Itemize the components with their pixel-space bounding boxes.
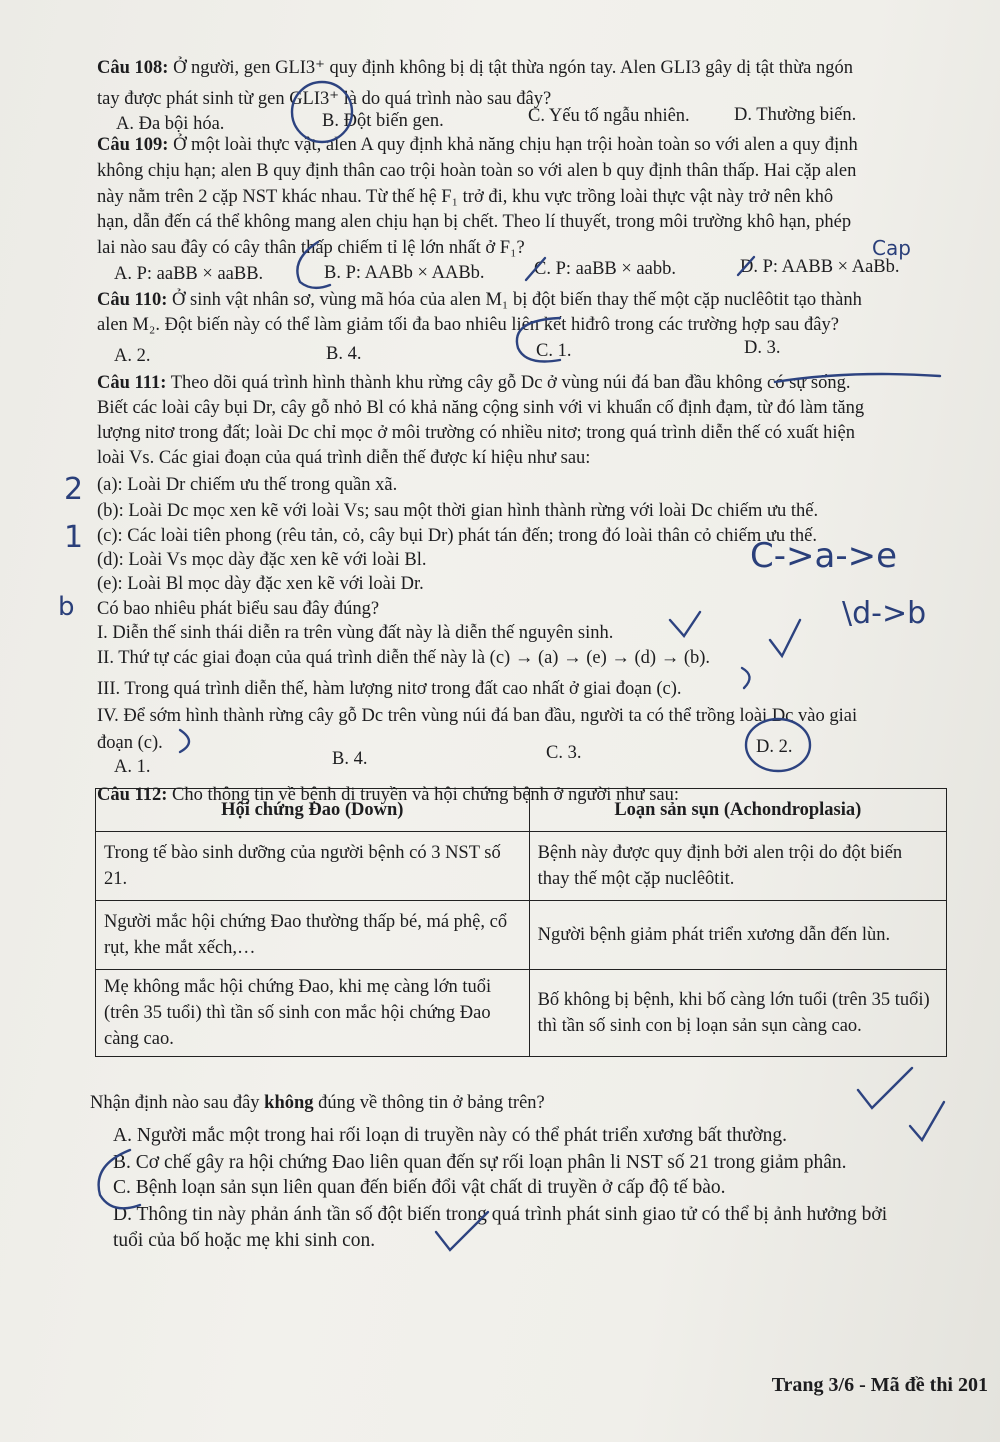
q110-label: Câu 110: [97,290,168,310]
q110-option-d: D. 3. [744,338,781,358]
handwritten-sequence-1: C->a->e [750,536,898,576]
q110-line2: alen M₂. Đột biến này có thể làm giảm tối đa bao nhiêu liên kết hiđrô trong các trường hợp sau đây? [97,315,839,335]
q111-option-a: A. 1. [114,757,151,777]
table-cell: Người bệnh giảm phát triển xương dẫn đến lùn. [529,901,946,970]
q109-line3: này nằm trên 2 cặp NST khác nhau. Từ thế hệ F₁ trở đi, khu vực trồng loài thực vật này trở nên khô [97,187,834,207]
q109-option-a: A. P: aaBB × aaBB. [114,264,264,284]
q111-stage-d: (d): Loài Vs mọc dày đặc xen kẽ với loài Bl. [97,550,427,570]
q111-statement-1: I. Diễn thế sinh thái diễn ra trên vùng đất này là diễn thế nguyên sinh. [97,623,614,643]
q110-option-c: C. 1. [536,341,572,361]
table-cell: Người mắc hội chứng Đao thường thấp bé, má phệ, cổ rụt, khe mắt xếch,… [96,901,530,970]
check-mark-statement-1 [670,612,700,636]
q108-text1: Ở người, gen GLI3⁺ quy định không bị dị tật thừa ngón tay. Alen GLI3 gây dị tật thừa ngón [173,58,853,78]
q108-option-d: D. Thường biến. [734,105,857,125]
table-header-row [96,789,947,832]
q111-line4: loài Vs. Các giai đoạn của quá trình diễn thế được kí hiệu như sau: [97,448,591,468]
q111-line1 [97,372,851,394]
table-cell: Mẹ không mắc hội chứng Đao, khi mẹ càng lớn tuổi (trên 35 tuổi) thì tần số sinh con mắc hội chứng Đao càng cao. [96,970,530,1057]
q109-label: Câu 109: [97,135,169,155]
q112-option-a: A. Người mắc một trong hai rối loạn di truyền này có thể phát triển xương bất thường. [113,1125,788,1146]
q109-line2: không chịu hạn; alen B quy định thân cao trội hoàn toàn so với alen b quy định thân thấp. Hai cặp alen [97,161,857,181]
handwritten-cap: Cap [872,236,911,260]
page-footer: Trang 3/6 - Mã đề thi 201 [771,1374,988,1396]
q111-stage-b: (b): Loài Dc mọc xen kẽ với loài Vs; sau một thời gian hình thành rừng với loài Dc chiếm ưu thế. [97,501,819,521]
q110-line1 [97,289,862,311]
q108-line1 [97,57,853,79]
q110-option-a: A. 2. [114,346,151,366]
q111-ask: Có bao nhiêu phát biểu sau đây đúng? [97,599,380,619]
q111-text1: Theo dõi quá trình hình thành khu rừng cây gỗ Dc ở vùng núi đá ban đầu không có sự sống. [170,373,851,393]
q112-option-c: C. Bệnh loạn sản sụn liên quan đến biến đổi vật chất di truyền ở cấp độ tế bào. [113,1177,726,1198]
q109-text1: Ở một loài thực vật, alen A quy định khả năng chịu hạn trội hoàn toàn so với alen a quy định [173,135,858,155]
q112-option-b: B. Cơ chế gây ra hội chứng Đao liên quan đến sự rối loạn phân li NST số 21 trong giảm phân. [113,1152,847,1173]
q108-line2: tay được phát sinh từ gen GLI3⁺ là do quá trình nào sau đây? [97,89,552,109]
q110-text1: Ở sinh vật nhân sơ, vùng mã hóa của alen M₁ bị đột biến thay thế một cặp nuclêôtit tạo thành [172,290,862,310]
curve-mark-statement-3 [742,668,750,688]
table-cell: Bố không bị bệnh, khi bố càng lớn tuổi (trên 35 tuổi) thì tần số sinh con bị loạn sản sụn càng cao. [529,970,946,1057]
handwritten-number-1: 1 [64,520,84,555]
table-header-achondroplasia: Loạn sản sụn (Achondroplasia) [529,789,946,832]
curve-mark-statement-4 [180,730,189,752]
q109-line5: lai nào sau đây có cây thân thấp chiếm tỉ lệ lớn nhất ở F₁? [97,238,525,258]
handwritten-letter-b: b [58,592,75,622]
q109-option-d: D. P: AABB × AaBb. [740,257,900,277]
q111-stage-e: (e): Loài Bl mọc dày đặc xen kẽ với loài Dr. [97,574,424,594]
q108-option-c: C. Yếu tố ngẫu nhiên. [528,106,690,126]
table-row [96,901,947,970]
q111-statement-3: III. Trong quá trình diễn thế, hàm lượng nitơ trong đất cao nhất ở giai đoạn (c). [97,679,682,699]
q112-ask-bold: không [264,1093,314,1113]
q111-label: Câu 111: [97,373,167,393]
q112-option-d-cont: tuổi của bố hoặc mẹ khi sinh con. [113,1230,376,1251]
q112-ask [90,1092,545,1114]
q111-line2: Biết các loài cây bụi Dr, cây gỗ nhỏ Bl có khả năng cộng sinh với vi khuẩn cố định đạm, từ đó làm tăng [97,398,865,418]
check-mark-q112-a [858,1068,912,1108]
table-row [96,970,947,1057]
table-cell: Bệnh này được quy định bởi alen trội do đột biến thay thế một cặp nuclêôtit. [529,832,946,901]
q111-statement-4: IV. Để sớm hình thành rừng cây gỗ Dc trên vùng núi đá ban đầu, người ta có thể trồng loài Dc vào giai [97,706,858,726]
q111-stage-c: (c): Các loài tiên phong (rêu tản, cỏ, cây bụi Dr) phát tán đến; trong đó loài thân cỏ chiếm ưu thế. [97,526,817,546]
q111-statement-4b: đoạn (c). [97,733,163,753]
q112-option-d: D. Thông tin này phản ánh tần số đột biến trong quá trình phát sinh giao tử có thể bị ảnh hưởng bởi [113,1204,888,1225]
q109-option-b: B. P: AABb × AABb. [324,263,485,283]
q108-option-a: A. Đa bội hóa. [116,114,225,134]
q110-option-b: B. 4. [326,344,362,364]
disease-table [95,788,947,1057]
check-mark-statement-2 [770,620,800,656]
handwritten-sequence-2: \d->b [842,596,927,631]
handwritten-number-2: 2 [64,472,84,507]
q111-statement-2: II. Thứ tự các giai đoạn của quá trình diễn thế này là (c) → (a) → (e) → (d) → (b). [97,648,711,668]
table-cell: Trong tế bào sinh dưỡng của người bệnh có 3 NST số 21. [96,832,530,901]
q109-line1 [97,134,858,156]
q112-intro: Cho thông tin về bệnh di truyền và hội chứng bệnh ở người như sau: [172,785,679,805]
q112-ask-post: đúng về thông tin ở bảng trên? [313,1093,545,1113]
q108-label: Câu 108: [97,58,169,78]
q109-line4: hạn, dẫn đến cá thể không mang alen chịu hạn bị chết. Theo lí thuyết, trong môi trường khô hạn, phép [97,212,852,232]
table-header-down: Hội chứng Đao (Down) [96,789,530,832]
q112-ask-pre: Nhận định nào sau đây [90,1093,265,1113]
q111-line3: lượng nitơ trong đất; loài Dc chỉ mọc ở môi trường có nhiều nitơ; trong quá trình diễn thế có xuất hiện [97,423,855,443]
q109-option-c: C. P: aaBB × aabb. [534,259,676,279]
q111-option-c: C. 3. [546,743,582,763]
q111-option-d: D. 2. [756,737,793,757]
q108-option-b: B. Đột biến gen. [322,111,444,131]
table-row [96,832,947,901]
q111-stage-a: (a): Loài Dr chiếm ưu thế trong quần xã. [97,475,398,495]
check-mark-q112-b [910,1102,944,1140]
q112-label: Câu 112: [97,785,168,805]
q111-option-b: B. 4. [332,749,368,769]
